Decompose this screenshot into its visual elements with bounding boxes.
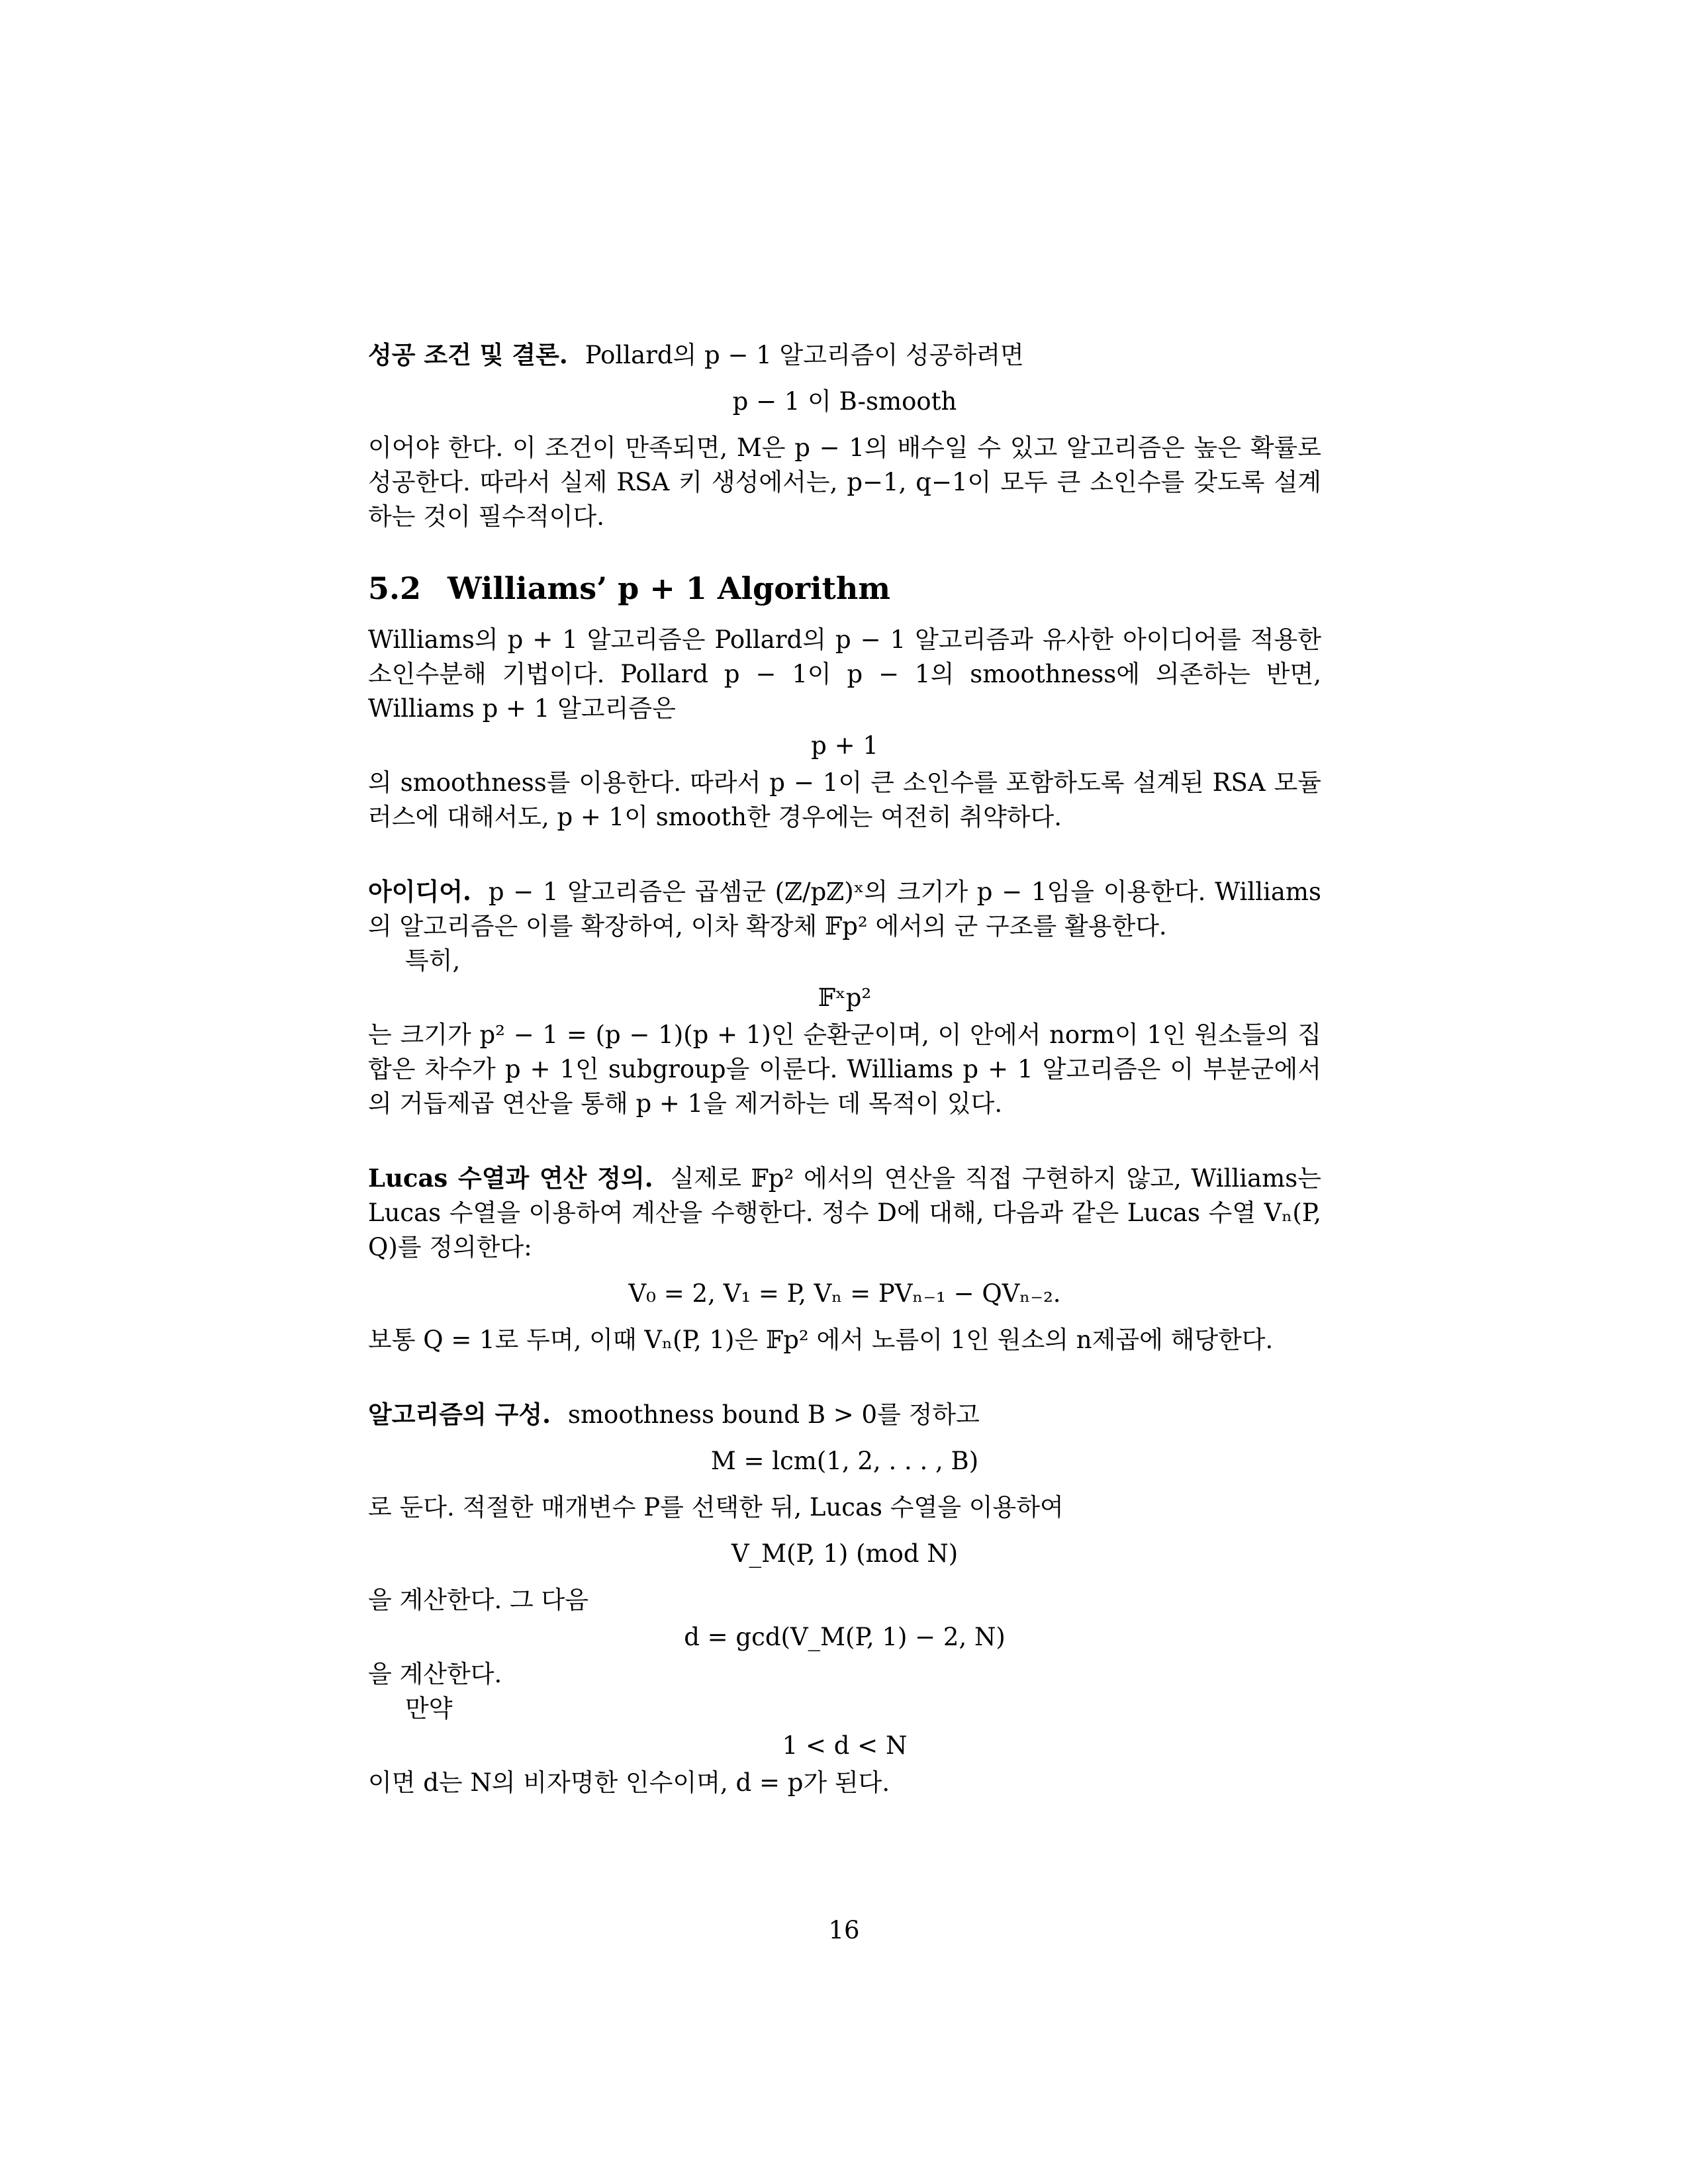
paragraph-heading: 아이디어. bbox=[368, 877, 471, 906]
paragraph-heading: Lucas 수열과 연산 정의. bbox=[368, 1163, 653, 1193]
paragraph-text: 로 둔다. 적절한 매개변수 P를 선택한 뒤, Lucas 수열을 이용하여 bbox=[368, 1493, 1064, 1522]
paragraph-text: smoothness bound B > 0를 정하고 bbox=[567, 1400, 980, 1429]
paragraph-lucas bbox=[368, 1161, 1321, 1265]
paragraph-algorithm bbox=[368, 1397, 1321, 1432]
display-equation: 1 < d < N bbox=[782, 1731, 908, 1760]
display-equation: M = lcm(1, 2, . . . , B) bbox=[710, 1447, 979, 1475]
paragraph-text: 을 계산한다. bbox=[368, 1660, 502, 1688]
page-body bbox=[368, 338, 1321, 1800]
paragraph-text: Williams의 p + 1 알고리즘은 Pollard의 p − 1 알고리즘과 유사한 아이디어를 적용한 소인수분해 기법이다. Pollard p − 1이 p − 1의 smoothness에 의존하는 반면, Williams p + 1 알고리즘은 bbox=[368, 625, 1321, 723]
paragraph-heading: 알고리즘의 구성. bbox=[368, 1400, 551, 1429]
section-heading bbox=[368, 569, 1321, 608]
paragraph-text: 이어야 한다. 이 조건이 만족되면, M은 p − 1의 배수일 수 있고 알고리즘은 높은 확률로 성공한다. 따라서 실제 RSA 키 생성에서는, p−1, q−1이 모두 큰 소인수를 갖도록 설계하는 것이 필수적이다. bbox=[368, 433, 1321, 531]
paragraph-text: 보통 Q = 1로 두며, 이때 Vₙ(P, 1)은 𝔽p² 에서 노름이 1인 원소의 n제곱에 해당한다. bbox=[368, 1326, 1274, 1354]
paragraph-heading: 성공 조건 및 결론. bbox=[368, 340, 568, 369]
paragraph-text: 는 크기가 p² − 1 = (p − 1)(p + 1)인 순환군이며, 이 안에서 norm이 1인 원소들의 집합은 차수가 p + 1인 subgroup을 이룬다. Williams p + 1 알고리즘은 이 부분군에서의 거듭제곱 연산을 통해 p + 1을 제거하는 데 목적이 있다. bbox=[368, 1021, 1321, 1118]
page-number: 16 bbox=[828, 1916, 860, 1944]
section-title: Williams’ p + 1 Algorithm bbox=[447, 570, 890, 606]
paragraph-text: p − 1 알고리즘은 곱셈군 (ℤ/pℤ)ˣ의 크기가 p − 1임을 이용한다. Williams의 알고리즘은 이를 확장하여, 이차 확장체 𝔽p² 에서의 군 구조를 활용한다. bbox=[368, 878, 1321, 940]
display-equation: V_M(P, 1) (mod N) bbox=[731, 1539, 959, 1568]
paragraph-text: 실제로 𝔽p² 에서의 연산을 직접 구현하지 않고, Williams는 Lucas 수열을 이용하여 계산을 수행한다. 정수 D에 대해, 다음과 같은 Lucas 수열 Vₙ(P, Q)를 정의한다: bbox=[368, 1164, 1321, 1261]
paragraph-text: 을 계산한다. 그 다음 bbox=[368, 1586, 588, 1614]
display-equation: 𝔽ˣp² bbox=[818, 983, 872, 1012]
paragraph-idea bbox=[368, 874, 1321, 944]
display-equation: p + 1 bbox=[811, 731, 878, 760]
paragraph-text: 이면 d는 N의 비자명한 인수이며, d = p가 된다. bbox=[368, 1768, 890, 1797]
display-equation: d = gcd(V_M(P, 1) − 2, N) bbox=[684, 1623, 1006, 1651]
paragraph-text: 의 smoothness를 이용한다. 따라서 p − 1이 큰 소인수를 포함하도록 설계된 RSA 모듈러스에 대해서도, p + 1이 smooth한 경우에는 여전히 취약하다. bbox=[368, 768, 1321, 831]
paragraph-text: 특히, bbox=[405, 946, 461, 975]
paragraph-text: Pollard의 p − 1 알고리즘이 성공하려면 bbox=[585, 341, 1024, 369]
display-equation: V₀ = 2, V₁ = P, Vₙ = PVₙ₋₁ − QVₙ₋₂. bbox=[628, 1279, 1061, 1308]
paragraph-success-condition bbox=[368, 338, 1321, 373]
paragraph-text: 만약 bbox=[405, 1694, 453, 1723]
display-equation: p − 1 이 B-smooth bbox=[732, 387, 957, 416]
section-number: 5.2 bbox=[368, 570, 422, 606]
